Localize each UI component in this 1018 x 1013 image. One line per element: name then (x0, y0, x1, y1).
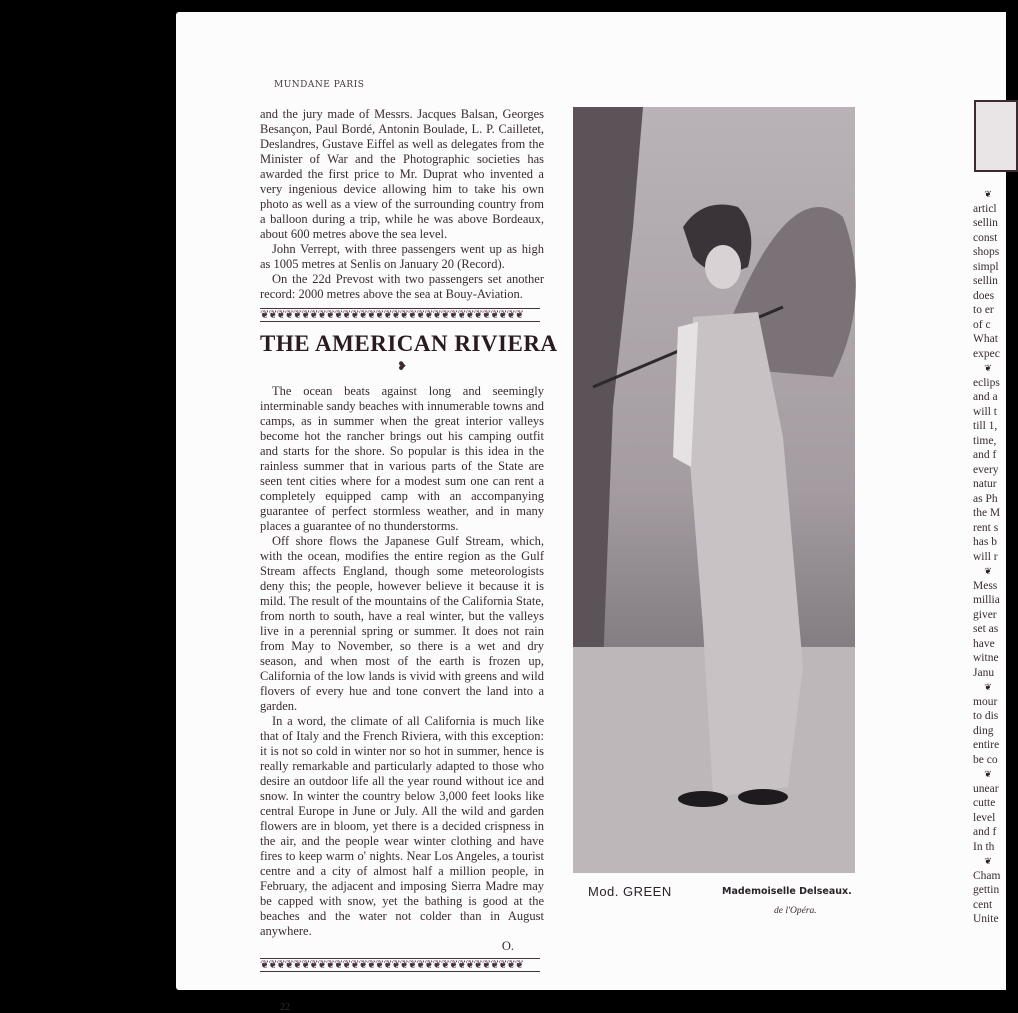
text-line: time, (973, 434, 997, 447)
photo-caption-model: Mod. GREEN (588, 884, 672, 899)
text-line: entire (973, 739, 1000, 751)
running-head: MUNDANE PARIS (274, 80, 365, 90)
illustration-thumbnail (974, 100, 1018, 172)
text-line: articl (973, 202, 997, 215)
leaf-ornament-icon: ❦ (984, 566, 992, 576)
paragraph: Off shore flows the Japanese Gulf Stream, which, with the ocean, modifies the entire region as the Gulf Stream affects England, though some meteorologists deny this; the people, however believe it because it is mild. The result of the mountains of the California State, from north to south, have a real winter, but the valleys live in a perennial spring or summer. It does not rain from May to November, so there is a wet and dry season, and when most of the earth is frozen up, California of the low lands is vivid with greens and wild flovers of every hue and tone convert the land into a garden. (260, 534, 544, 713)
left-column (260, 107, 558, 1013)
text-line: witne (973, 652, 999, 664)
text-line: to dis (973, 710, 999, 722)
text-line: natur (973, 478, 997, 490)
page-number: 22 (280, 1002, 290, 1013)
leaf-ornament-icon: ❥ (396, 359, 408, 373)
fashion-photograph (573, 107, 855, 873)
text-line: of c (973, 318, 991, 331)
paragraph: and the jury made of Messrs. Jacques Balsan, Georges Besançon, Paul Bordé, Antonin Boulade, L. P. Cailletet, Deslandres, Gustave Eiffel as well as delegates from the Minister of War and the Photographic societies has awarded the first price to Mr. Duprat who invented a very ingenious device allowing him to take his own photo as well as a view of the surrounding country from a balloon during a trip, while he was above Bordeaux, about 600 metres above the sea level. (260, 107, 544, 241)
text-line: will r (973, 550, 998, 563)
text-line: Mess (973, 579, 998, 592)
text-line: and f (973, 449, 997, 461)
text-line: till 1, (973, 420, 998, 432)
magazine-page (176, 12, 1006, 1013)
ornamental-rule: ❦❦❦❦❦❦❦❦❦❦❦❦❦❦❦❦❦❦❦❦❦❦❦❦❦❦❦❦❦❦❦❦ (260, 958, 540, 972)
text-line: have (973, 637, 995, 650)
text-line: every (973, 463, 999, 476)
text-line: set as (973, 623, 999, 635)
text-line: as Ph (973, 492, 998, 505)
leaf-ornament-icon: ❦ (984, 189, 992, 199)
paragraph: The ocean beats against long and seemingly interminable sandy beaches with innumerable towns and camps, as in summer when the great interior valleys become hot the rancher brings out his camping outfit and starts for the shore. So popular is this idea in the rainless summer that in various parts of the State are seen tent cities where for a modest sum one can rent a completely equipped camp with an accompanying guarantee of perfect stormless weather, and in many places a guarantee of no thunderstorms. (260, 384, 544, 533)
text-line: millia (973, 594, 1000, 606)
text-line: cent (973, 898, 993, 911)
text-line: In th (973, 840, 995, 853)
text-line: sellin (973, 275, 998, 287)
text-line: rent s (973, 521, 999, 534)
text-line: gettin (973, 884, 1000, 896)
text-line: sellin (973, 217, 998, 229)
signature: O. (501, 939, 514, 953)
text-line: does (973, 289, 995, 302)
text-line: to er (973, 304, 994, 316)
text-line: level (973, 811, 996, 824)
text-line: Unite (973, 913, 999, 925)
text-line: const (973, 231, 998, 244)
text-line: giver (973, 608, 997, 621)
photo-caption-subtitle: de l'Opéra. (774, 906, 817, 916)
text-line: Cham (973, 869, 1001, 882)
paragraph: John Verrept, with three passengers went up as high as 1005 metres at Senlis on January 20 (Record). (260, 242, 544, 271)
text-line: has b (973, 536, 997, 548)
woman-with-parasol-image (573, 107, 855, 873)
text-line: be co (973, 753, 998, 766)
right-column-text (973, 187, 1013, 927)
paragraph: In a word, the climate of all California is much like that of Italy and the French Riviera, with this exception: it is not so cold in winter nor so hot in summer, hence is really remarkable and particularly adapted to those who desire an outdoor life all the year round without ice and snow. In winter the country below 3,000 feet looks like central Europe in June or July. All the wild and garden flowers are in bloom, yet there is a decided crispness in the air, and the people wear winter clothing and have fires to keep warm o' nights. Near Los Angeles, a tourist centre and a city of almost half a million people, in February, the adjacent and imposing Sierra Madre may be capped with snow, yet the bathing is good at the beaches and the water not colder than in August anywhere. (260, 714, 544, 938)
text-line: and f (973, 826, 997, 838)
text-line: Janu (973, 666, 995, 679)
text-line: the M (973, 507, 1001, 519)
leaf-ornament-icon: ❦ (984, 363, 992, 373)
text-line: and a (973, 391, 998, 403)
ornamental-rule: ❦❦❦❦❦❦❦❦❦❦❦❦❦❦❦❦❦❦❦❦❦❦❦❦❦❦❦❦❦❦❦❦ (260, 308, 540, 322)
text-line: simpl (973, 260, 999, 273)
text-line: will t (973, 405, 997, 418)
paragraph: On the 22d Prevost with two passengers set another record: 2000 metres above the sea at Bouy-Aviation. (260, 272, 544, 301)
photo-caption-name: Mademoiselle Delseaux. (722, 886, 852, 897)
intro-text (260, 107, 544, 302)
text-line: mour (973, 695, 998, 708)
text-line: unear (973, 782, 999, 795)
leaf-ornament-icon: ❦ (984, 682, 992, 692)
leaf-ornament-icon: ❦ (984, 769, 992, 779)
text-line: What (973, 333, 998, 345)
article-title: THE AMERICAN RIVIERA (260, 331, 558, 356)
text-line: shops (973, 246, 1000, 258)
text-line: ding (973, 724, 994, 737)
text-line: expec (973, 347, 1000, 360)
text-line: eclips (973, 376, 1000, 389)
article-body (260, 384, 544, 954)
leaf-ornament-icon: ❦ (984, 856, 992, 866)
text-line: cutte (973, 797, 996, 809)
